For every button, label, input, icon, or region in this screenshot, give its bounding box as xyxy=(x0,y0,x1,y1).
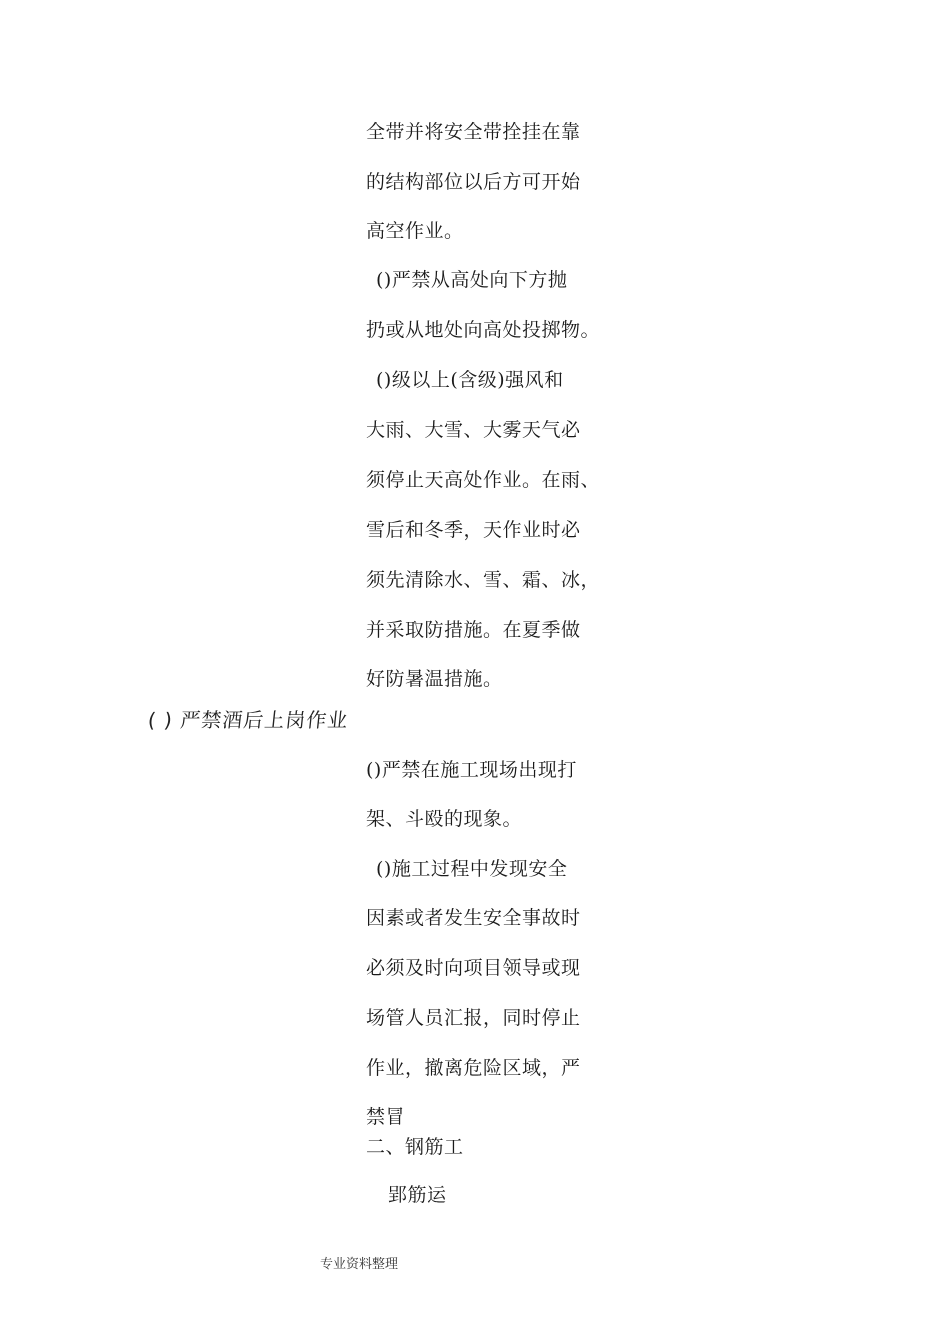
text-line: 的结构部位以后方可开始 xyxy=(366,171,581,193)
text-line: 雪后和冬季，天作业时必 xyxy=(366,519,581,541)
text-line: ()施工过程中发现安全 xyxy=(376,858,568,880)
text-line: ()级以上(含级)强风和 xyxy=(376,369,564,391)
text-line: 因素或者发生安全事故时 xyxy=(366,907,581,929)
text-line: 大雨、大雪、大雾天气必 xyxy=(366,419,581,441)
text-line: 必须及时向项目领导或现 xyxy=(366,957,581,979)
text-line: 好防暑温措施。 xyxy=(366,668,503,690)
section-heading: 二、钢筋工 xyxy=(366,1136,464,1158)
text-line: 全带并将安全带拴挂在靠 xyxy=(366,121,581,143)
handwritten-line: ( ) 严禁酒后上岗作业 xyxy=(146,708,350,732)
text-line: 禁冒 xyxy=(366,1106,406,1128)
text-line: ()严禁在施工现场出现打 xyxy=(366,759,577,781)
text-line: 场管人员汇报，同时停止 xyxy=(366,1007,581,1029)
text-line: 作业，撤离危险区域，严 xyxy=(366,1057,581,1079)
text-line: 高空作业。 xyxy=(366,220,464,242)
text-line: 须先清除水、雪、霜、冰， xyxy=(366,569,601,591)
text-line: 并采取防措施。在夏季做 xyxy=(366,619,581,641)
text-line: ()严禁从高处向下方抛 xyxy=(376,269,568,291)
text-line: 扔或从地处向高处投掷物。 xyxy=(366,319,601,341)
text-line: 须停止天高处作业。在雨、 xyxy=(366,469,601,491)
text-line: 架、斗殴的现象。 xyxy=(366,808,523,830)
sub-heading: 郢筋运 xyxy=(388,1184,447,1206)
page-footer: 专业资料整理 xyxy=(320,1257,399,1272)
